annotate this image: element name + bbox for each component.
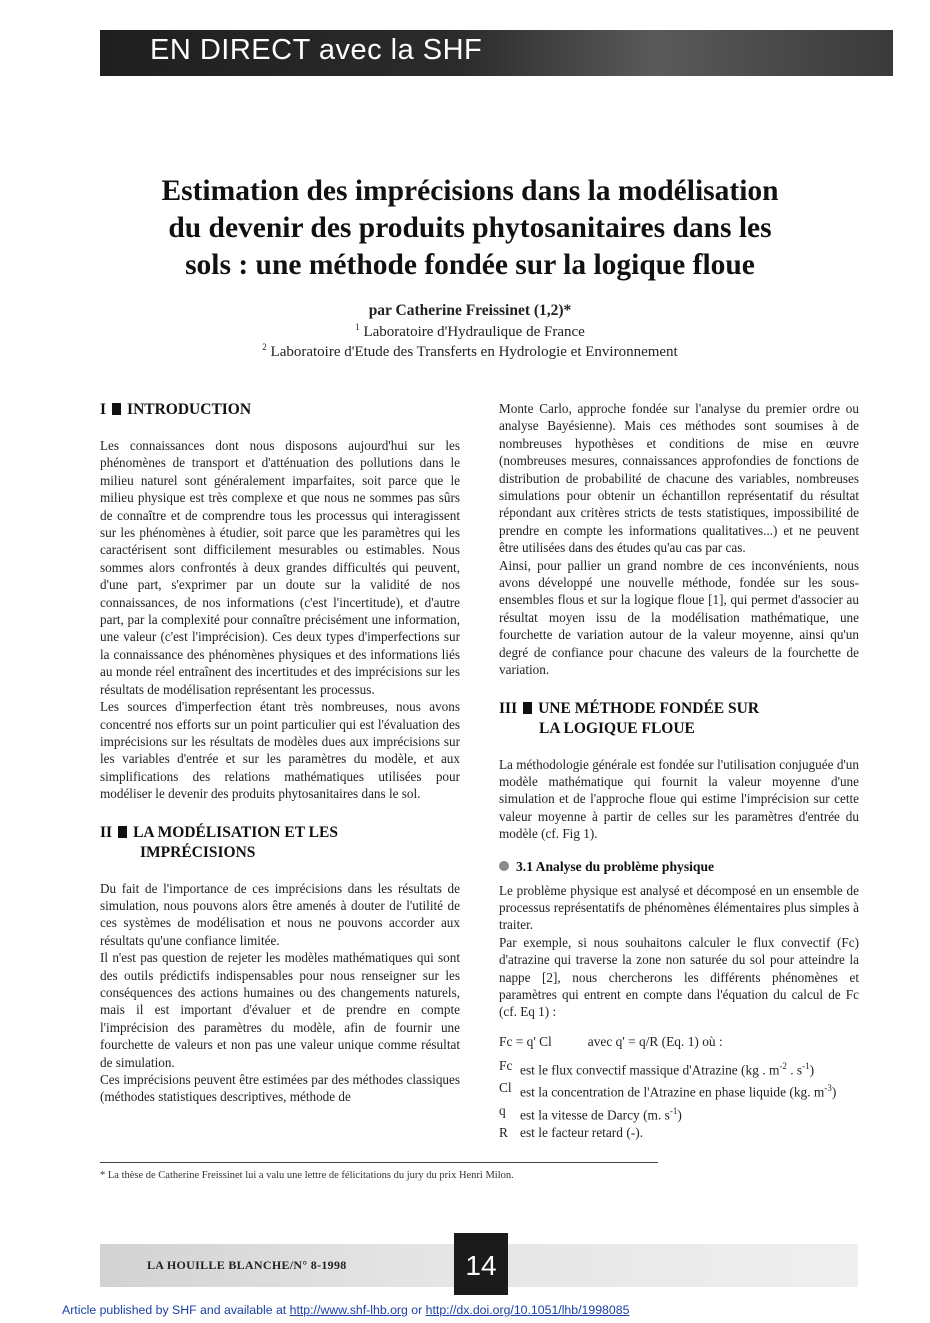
- section-2-number: II: [100, 823, 113, 841]
- title-line-1: Estimation des imprécisions dans la modélisation: [161, 175, 779, 207]
- section-3-paragraph-2: Le problème physique est analysé et décomposé en un ensemble de processus représentatifs de phénomènes élémentaires plus simples à traiter.: [499, 882, 859, 933]
- definition-fc: [499, 1057, 859, 1079]
- section-2-title-line-2: IMPRÉCISIONS: [140, 843, 256, 861]
- definition-symbol: Cl: [499, 1080, 512, 1096]
- footnote: * La thèse de Catherine Freissinet lui a valu une lettre de félicitations du jury du prix Henri Milon.: [100, 1170, 514, 1181]
- definition-symbol: Fc: [499, 1057, 513, 1073]
- section-3-paragraph-3: Par exemple, si nous souhaitons calculer le flux convectif (Fc) d'atrazine qui traverse la zone non saturée du sol pour atteindre la nappe [2], nous chercherons les différents phénomènes et paramètres qui entrent en compte dans l'équation du calcul de Fc (cf. Eq 1) :: [499, 934, 859, 1020]
- affiliation-2-text: Laboratoire d'Etude des Transferts en Hydrologie et Environnement: [270, 344, 678, 360]
- section-1-paragraph-1: Les connaissances dont nous disposons aujourd'hui sur les phénomènes de transport et d'atténuation des pollutions dans le milieu naturel sont généralement imparfaites, soit parce que le milieu physique est très complexe et que nous ne sommes pas sûrs de connaître et de comprendre tous les processus qui interagissent sur les phénomènes à étudier, soit parce que les paramètres qui les caractérisent sont difficilement mesurables ou estimables. Nous sommes alors confrontés à deux grandes difficultés qui peuvent, d'une part, s'exprimer par un doute sur la validité de nos connaissances, de nos informations (c'est l'incertitude), et d'autre part, par la complexité pour connaître précisément une information, une valeur (c'est l'imprécision). Ces deux types d'imperfections sur la connaissance des phénomènes physiques et des informations liés au monde réel entraînent des incertitudes et des imprécisions sur les résultats de modélisation représentant les processus.: [100, 438, 460, 697]
- affiliation-1-text: Laboratoire d'Hydraulique de France: [363, 324, 585, 340]
- title-line-2: du devenir des produits phytosanitaires dans les: [168, 212, 772, 244]
- section-2-paragraph-2: Il n'est pas question de rejeter les modèles mathématiques qui sont des outils prédictifs indispensables pour nous renseigner sur les conséquences des actions humaines ou des changements naturels, mais il est important d'évaluer et de prendre en compte l'imprécision des paramètres du modèle, afin de fournir une fourchette de valeurs et non pas une valeur unique comme résultat de simulation.: [100, 950, 460, 1070]
- section-3-paragraph-1: La méthodologie générale est fondée sur l'utilisation conjuguée d'un modèle mathématique qui fournit la valeur moyenne d'une simulation et de l'approche floue qui estime l'imprécision sur cette valeur moyenne à partir de celles sur les paramètres d'entrée du modèle (cf. Fig 1).: [499, 756, 859, 842]
- section-2-paragraph-1: Du fait de l'importance de ces imprécisions dans les résultats de simulation, nous pouvons alors être amenés à douter de l'utilité de ces systèmes de modélisation et nous ne pouvons accorder aux résultats qu'une confiance limitée.: [100, 880, 460, 948]
- subsection-3-1-title: 3.1 Analyse du problème physique: [516, 858, 715, 874]
- shf-link[interactable]: http://www.shf-lhb.org: [289, 1303, 408, 1317]
- publication-note: [62, 1303, 629, 1317]
- left-column: [100, 400, 460, 1106]
- definition-text: est le flux convectif massique d'Atrazine (kg . $m^{-2}$ . $s^{-1}$): [520, 1060, 815, 1078]
- doi-link[interactable]: http://dx.doi.org/10.1051/lhb/1998085: [425, 1303, 630, 1317]
- square-bullet-icon: [523, 702, 532, 714]
- affiliation-2: [100, 342, 840, 361]
- equation-1: [499, 1033, 859, 1051]
- affiliation-1-mark: 1: [355, 322, 360, 332]
- section-1-title: INTRODUCTION: [127, 401, 252, 418]
- section-banner: [100, 30, 893, 76]
- definition-symbol: q: [499, 1102, 506, 1118]
- square-bullet-icon: [112, 403, 121, 415]
- right-paragraph-2: Ainsi, pour pallier un grand nombre de ces inconvénients, nous avons développé une nouvelle méthode, fondée sur les sous-ensembles flous et sur la logique floue [1], qui permet d'associer au résultat moyen issu de la modélisation mathématique, une fourchette de variation autour de la valeur moyenne, ainsi qu'un degré de confiance pour chacune des valeurs de la fourchette de variation.: [499, 557, 859, 678]
- section-2-heading: [100, 823, 460, 863]
- equation-block: [499, 1033, 859, 1142]
- subsection-3-1-heading: [499, 858, 859, 876]
- section-1-number: I: [100, 401, 107, 418]
- round-bullet-icon: [499, 861, 509, 871]
- author-byline: par Catherine Freissinet (1,2)*: [368, 302, 572, 319]
- article-title: [100, 173, 840, 284]
- definition-text: est le facteur retard (-).: [520, 1125, 644, 1141]
- section-2-title-line-1: LA MODÉLISATION ET LES: [133, 823, 338, 841]
- section-3-title-line-2: LA LOGIQUE FLOUE: [539, 719, 695, 737]
- definition-symbol: R: [499, 1125, 508, 1141]
- affiliation-2-mark: 2: [262, 342, 267, 352]
- section-1-heading: [100, 400, 460, 420]
- definition-text: est la concentration de l'Atrazine en phase liquide (kg. $m^{-3}$): [520, 1083, 837, 1100]
- publication-note-or: or: [407, 1303, 426, 1317]
- definition-r: [499, 1124, 859, 1142]
- banner-title: EN DIRECT avec la SHF: [150, 34, 483, 66]
- section-2-paragraph-3: Ces imprécisions peuvent être estimées par des méthodes classiques (méthodes statistiques descriptives, méthode de: [100, 1072, 460, 1105]
- right-column: [499, 400, 859, 1142]
- page-number: 14: [454, 1233, 508, 1295]
- right-paragraph-1: Monte Carlo, approche fondée sur l'analyse du premier ordre ou analyse Bayésienne). Mais ces méthodes sont soumises à de nombreuses hypothèses et conditions de mise en œuvre (nombreuses mesures, connaissances approfondies de fonctions de distribution de probabilité de chacune des variables, nombreuses simulations pour obtenir un échantillon représentatif du résultat répondant aux critères stricts de tests statistiques, impossibilité de prendre en compte les informations qualitatives...) et ne peuvent être utilisées dans des études qu'au cas par cas.: [499, 401, 859, 556]
- section-3-title-line-1: UNE MÉTHODE FONDÉE SUR: [538, 699, 760, 717]
- square-bullet-icon: [118, 826, 127, 838]
- title-line-3: sols : une méthode fondée sur la logique floue: [185, 249, 755, 281]
- section-3-heading: [499, 699, 859, 739]
- section-1-paragraph-2: Les sources d'imperfection étant très nombreuses, nous avons concentré nos efforts sur un point particulier qui est l'évaluation des imprécisions sur les résultats de modèles dues aux imprécisions sur les variables d'entrée et sur les paramètres du modèle, et aux simplifications des relations mathématiques utilisées pour modéliser le devenir des produits phytosanitaires dans le sol.: [100, 699, 460, 802]
- journal-reference: LA HOUILLE BLANCHE/N° 8-1998: [147, 1258, 347, 1272]
- footnote-rule: [100, 1162, 658, 1163]
- definition-cl: [499, 1079, 859, 1101]
- section-3-number: III: [499, 699, 518, 717]
- equation-left: Fc = q' Cl: [499, 1033, 552, 1049]
- publication-note-text: Article published by SHF and available at: [62, 1303, 290, 1317]
- equation-right: avec q' = q/R (Eq. 1) où :: [587, 1033, 723, 1049]
- affiliation-1: [100, 322, 840, 341]
- definition-q: [499, 1102, 859, 1124]
- definition-text: est la vitesse de Darcy (m. $s^{-1}$): [520, 1105, 682, 1123]
